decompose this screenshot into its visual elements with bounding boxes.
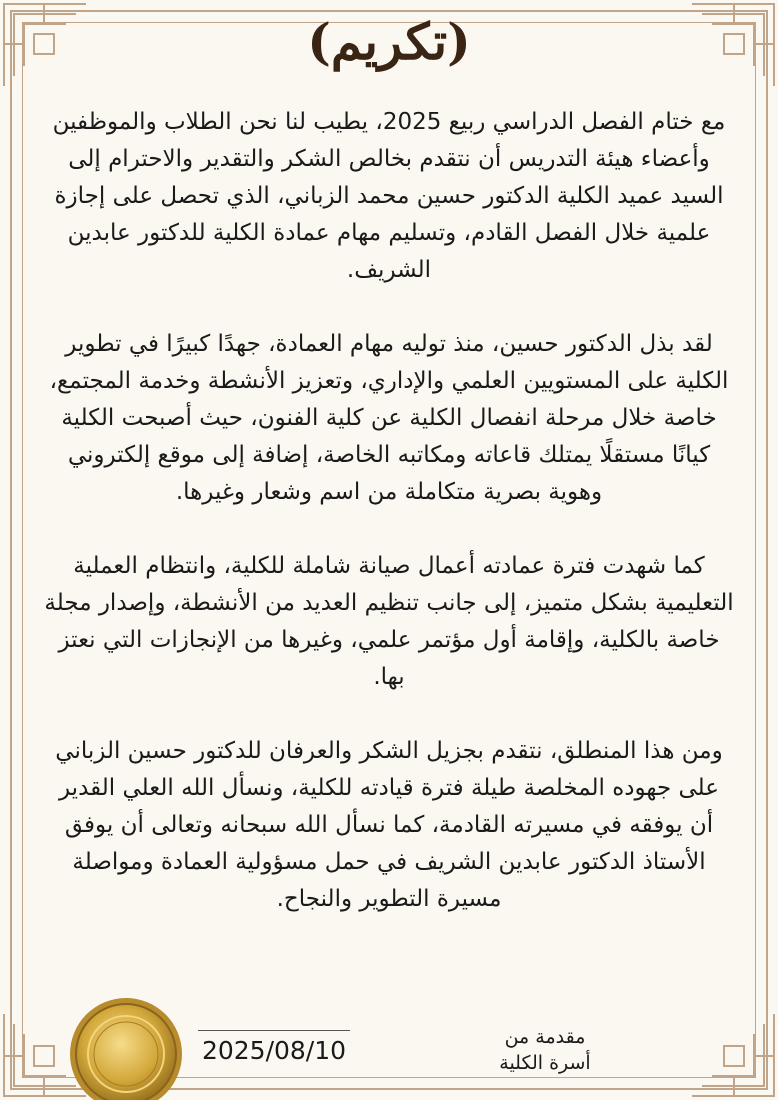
gold-seal-icon <box>66 992 186 1100</box>
certificate-body <box>44 104 734 955</box>
paragraph-maintenance: كما شهدت فترة عمادته أعمال صيانة شاملة للكلية، وانتظام العملية التعليمية بشكل متميز، إلى جانب تنظيم العديد من الأنشطة، وإصدار مجلة خاصة بالكلية، وإقامة أول مؤتمر علمي، وغيرها من الإنجازات التي نعتز بها. <box>44 553 734 690</box>
signature-line <box>198 1030 350 1031</box>
paragraph-intro: مع ختام الفصل الدراسي ربيع 2025، يطيب لنا نحن الطلاب والموظفين وأعضاء هيئة التدريس أن نتقدم بخالص الشكر والتقدير والاحترام إلى السيد عميد الكلية الدكتور حسين محمد الزباني، الذي تحصل على إجازة علمية خلال الفصل القادم، وتسليم مهام عمادة الكلية للدكتور عابدين الشريف. <box>52 109 726 283</box>
page-title: (تكريم) <box>307 12 471 71</box>
paragraph-thanks: ومن هذا المنطلق، نتقدم بجزيل الشكر والعرفان للدكتور حسين الزباني على جهوده المخلصة طيلة فترة قيادته للكلية، ونسأل الله العلي القدير أن يوفقه في مسيرته القادمة، كما نسأل الله سبحانه وتعالى أن يوفق الأستاذ الدكتور عابدين الشريف في حمل مسؤولية العمادة ومواصلة مسيرة التطوير والنجاح. <box>55 738 723 912</box>
corner-ornament-bottom-right <box>688 1010 778 1100</box>
presented-by: أسرة الكلية <box>499 1052 591 1074</box>
paragraph-achievements: لقد بذل الدكتور حسين، منذ توليه مهام العمادة، جهدًا كبيرًا في تطوير الكلية على المستويين العلمي والإداري، وتعزيز الأنشطة وخدمة المجتمع، خاصة خلال مرحلة انفصال الكلية عن كلية الفنون، حيث أصبحت الكلية كيانًا مستقلًا يمتلك قاعاته ومكاتبه الخاصة، إضافة إلى موقع إلكتروني وهوية بصرية متكاملة من اسم وشعار وغيرها. <box>49 331 729 505</box>
presented-label: مقدمة من <box>504 1026 586 1048</box>
presented-by-block <box>470 1024 620 1076</box>
date: 2025/08/10 <box>201 1036 347 1065</box>
